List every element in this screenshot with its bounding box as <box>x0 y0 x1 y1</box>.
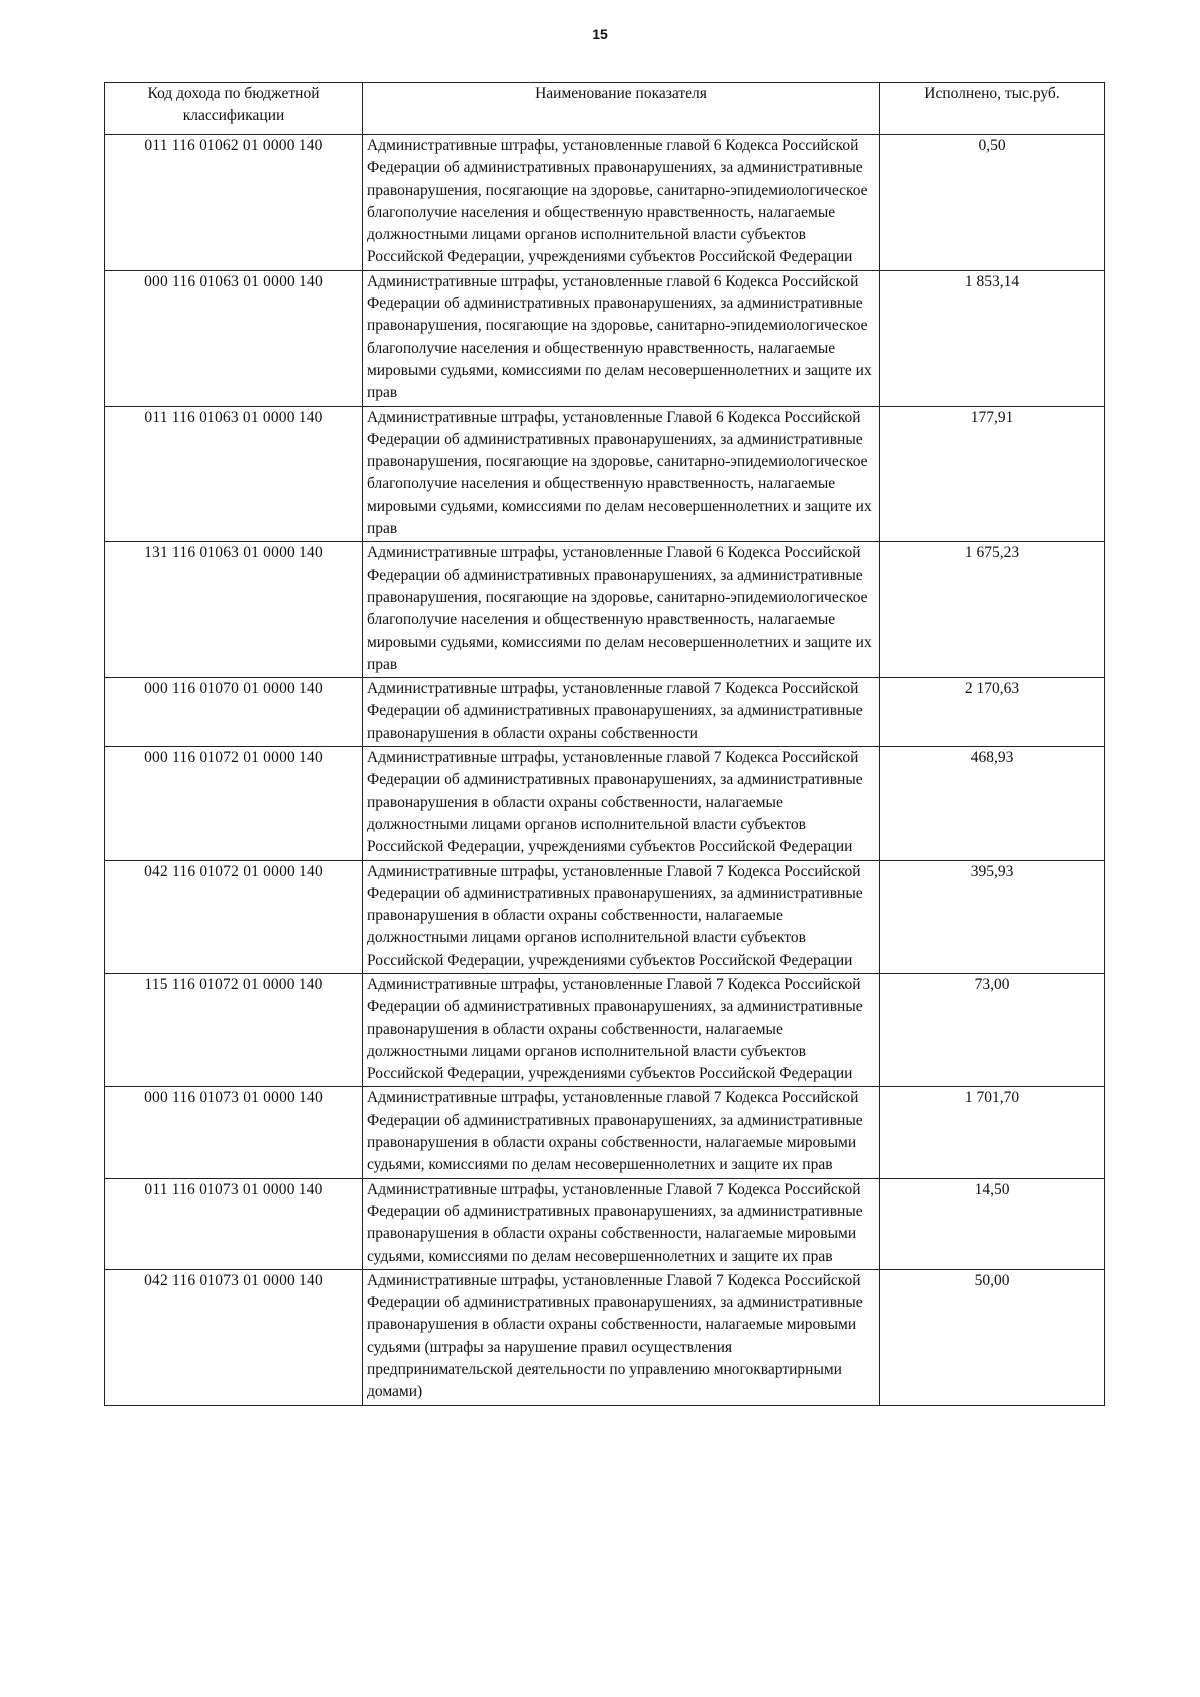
row-amount: 1 853,14 <box>880 270 1105 406</box>
row-amount: 177,91 <box>880 406 1105 542</box>
row-name: Административные штрафы, установленные главой 6 Кодекса Российской Федерации об административных правонарушениях, за административные правонарушения, посягающие на здоровье, санитарно-эпидемиологическое благополучие населения и общественную нравственность, налагаемые мировыми судьями, комиссиями по делам несовершеннолетних и защите их прав <box>363 270 880 406</box>
row-code: 042 116 01072 01 0000 140 <box>105 860 363 973</box>
header-name: Наименование показателя <box>363 83 880 135</box>
row-amount: 50,00 <box>880 1269 1105 1405</box>
table-row <box>105 860 1105 973</box>
row-name: Административные штрафы, установленные Главой 6 Кодекса Российской Федерации об административных правонарушениях, за административные правонарушения, посягающие на здоровье, санитарно-эпидемиологическое благополучие населения и общественную нравственность, налагаемые мировыми судьями, комиссиями по делам несовершеннолетних и защите их прав <box>363 406 880 542</box>
row-name: Административные штрафы, установленные главой 7 Кодекса Российской Федерации об административных правонарушениях, за административные правонарушения в области охраны собственности, налагаемые мировыми судьями, комиссиями по делам несовершеннолетних и защите их прав <box>363 1087 880 1178</box>
table-row <box>105 542 1105 678</box>
row-amount: 2 170,63 <box>880 678 1105 747</box>
table-row <box>105 270 1105 406</box>
table-header-row <box>105 83 1105 135</box>
table-row <box>105 678 1105 747</box>
row-name: Административные штрафы, установленные Главой 7 Кодекса Российской Федерации об административных правонарушениях, за административные правонарушения в области охраны собственности, налагаемые должностными лицами органов исполнительной власти субъектов Российской Федерации, учреждениями субъектов Российской Федерации <box>363 973 880 1086</box>
table-row <box>105 1087 1105 1178</box>
row-amount: 73,00 <box>880 973 1105 1086</box>
row-name: Административные штрафы, установленные главой 6 Кодекса Российской Федерации об административных правонарушениях, за административные правонарушения, посягающие на здоровье, санитарно-эпидемиологическое благополучие населения и общественную нравственность, налагаемые должностными лицами органов исполнительной власти субъектов Российской Федерации, учреждениями субъектов Российской Федерации <box>363 135 880 271</box>
row-name: Административные штрафы, установленные Главой 7 Кодекса Российской Федерации об административных правонарушениях, за административные правонарушения в области охраны собственности, налагаемые должностными лицами органов исполнительной власти субъектов Российской Федерации, учреждениями субъектов Российской Федерации <box>363 860 880 973</box>
row-code: 115 116 01072 01 0000 140 <box>105 973 363 1086</box>
table-row <box>105 747 1105 860</box>
table-row <box>105 973 1105 1086</box>
row-code: 000 116 01073 01 0000 140 <box>105 1087 363 1178</box>
row-name: Административные штрафы, установленные Главой 6 Кодекса Российской Федерации об административных правонарушениях, за административные правонарушения, посягающие на здоровье, санитарно-эпидемиологическое благополучие населения и общественную нравственность, налагаемые мировыми судьями, комиссиями по делам несовершеннолетних и защите их прав <box>363 542 880 678</box>
table-row <box>105 406 1105 542</box>
row-amount: 1 675,23 <box>880 542 1105 678</box>
row-code: 131 116 01063 01 0000 140 <box>105 542 363 678</box>
row-code: 000 116 01063 01 0000 140 <box>105 270 363 406</box>
row-amount: 14,50 <box>880 1178 1105 1269</box>
row-amount: 1 701,70 <box>880 1087 1105 1178</box>
row-code: 011 116 01073 01 0000 140 <box>105 1178 363 1269</box>
row-name: Административные штрафы, установленные Главой 7 Кодекса Российской Федерации об административных правонарушениях, за административные правонарушения в области охраны собственности, налагаемые мировыми судьями (штрафы за нарушение правил осуществления предпринимательской деятельности по управлению многоквартирными домами) <box>363 1269 880 1405</box>
table-row <box>105 1178 1105 1269</box>
header-amount: Исполнено, тыс.руб. <box>880 83 1105 135</box>
row-amount: 468,93 <box>880 747 1105 860</box>
page-number: 15 <box>592 26 608 42</box>
row-code: 000 116 01070 01 0000 140 <box>105 678 363 747</box>
row-name: Административные штрафы, установленные главой 7 Кодекса Российской Федерации об административных правонарушениях, за административные правонарушения в области охраны собственности <box>363 678 880 747</box>
row-amount: 0,50 <box>880 135 1105 271</box>
row-code: 000 116 01072 01 0000 140 <box>105 747 363 860</box>
table-row <box>105 135 1105 271</box>
row-code: 042 116 01073 01 0000 140 <box>105 1269 363 1405</box>
row-name: Административные штрафы, установленные Главой 7 Кодекса Российской Федерации об административных правонарушениях, за административные правонарушения в области охраны собственности, налагаемые мировыми судьями, комиссиями по делам несовершеннолетних и защите их прав <box>363 1178 880 1269</box>
header-code: Код дохода по бюджетной классификации <box>105 83 363 135</box>
row-code: 011 116 01062 01 0000 140 <box>105 135 363 271</box>
budget-revenue-table <box>104 82 1105 1406</box>
row-code: 011 116 01063 01 0000 140 <box>105 406 363 542</box>
table-row <box>105 1269 1105 1405</box>
row-amount: 395,93 <box>880 860 1105 973</box>
row-name: Административные штрафы, установленные главой 7 Кодекса Российской Федерации об административных правонарушениях, за административные правонарушения в области охраны собственности, налагаемые должностными лицами органов исполнительной власти субъектов Российской Федерации, учреждениями субъектов Российской Федерации <box>363 747 880 860</box>
